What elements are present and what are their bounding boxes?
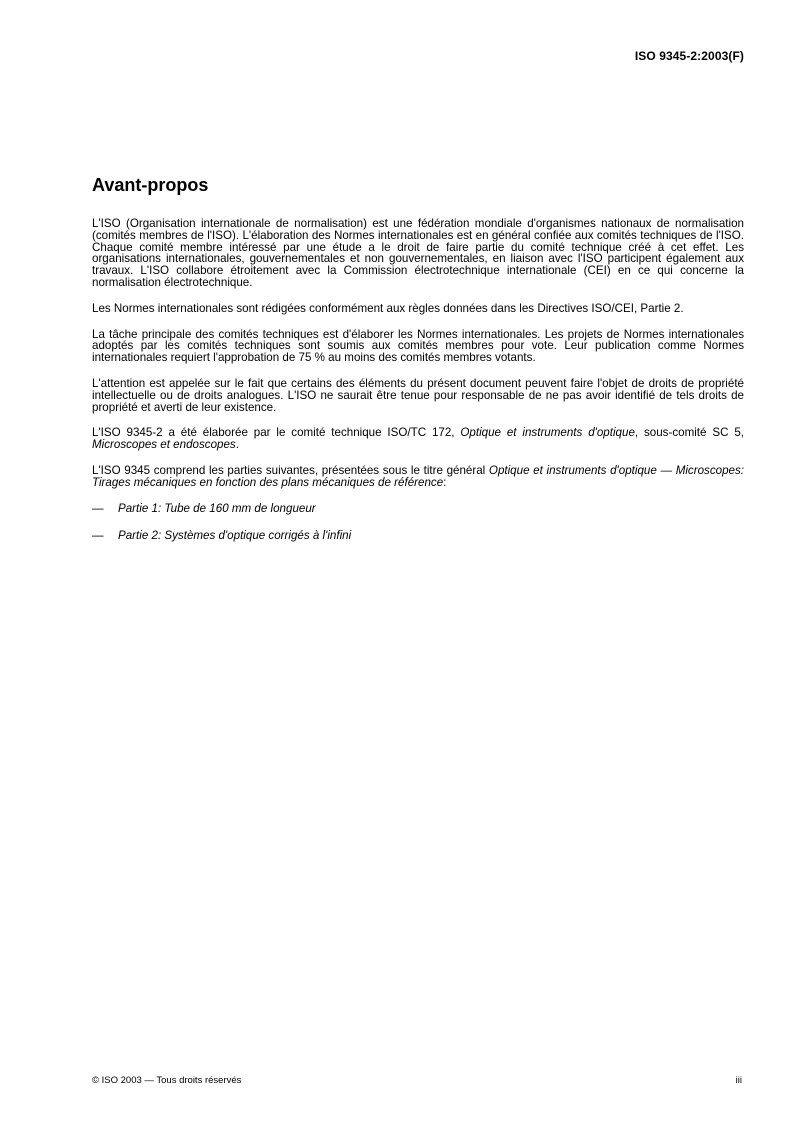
paragraph-patent-notice: L'attention est appelée sur le fait que certains des éléments du présent document peuvent faire l'objet de droits de propriété intellectuelle ou de droits analogues. L'ISO ne saurait être tenue pour responsable de ne pas avoir identifié de tels droits de propriété et averti de leur existence.	[92, 376, 744, 414]
foreword-section	[92, 174, 744, 558]
paragraph-directives: Les Normes internationales sont rédigées conformément aux règles données dans les Directives ISO/CEI, Partie 2.	[92, 301, 684, 315]
part-1-title: Partie 1: Tube de 160 mm de longueur	[118, 501, 316, 515]
list-item	[92, 503, 744, 515]
paragraph-prepared-by	[92, 427, 744, 451]
text-segment: L'ISO 9345-2 a été élaborée par le comité technique ISO/TC 172,	[92, 426, 461, 440]
general-title: Optique et instruments d'optique — Microscopes: Tirages mécaniques en fonction des plans mécaniques de référence	[92, 463, 744, 489]
part-2-title: Partie 2: Systèmes d'optique corrigés à l'infini	[118, 529, 352, 543]
committee-title: Optique et instruments d'optique	[460, 426, 635, 440]
document-reference: ISO 9345-2:2003(F)	[634, 49, 744, 63]
text-segment: :	[443, 475, 447, 489]
text-segment: .	[235, 438, 239, 452]
paragraph-iso-intro: L'ISO (Organisation internationale de normalisation) est une fédération mondiale d'organismes nationaux de normalisation (comités membres de l'ISO). L'élaboration des Normes internationales est en général confiée aux comités techniques de l'ISO. Chaque comité membre intéressé par une étude a le droit de faire partie du comité technique créé à cet effet. Les organisations internationales, gouvernementales et non gouvernementales, en liaison avec l'ISO participent également aux travaux. L'ISO collabore étroitement avec la Commission électrotechnique internationale (CEI) en ce qui concerne la normalisation électrotechnique.	[92, 217, 744, 289]
copyright-notice: © ISO 2003 — Tous droits réservés	[92, 1075, 242, 1086]
list-item	[92, 530, 744, 542]
list-dash: —	[92, 501, 104, 515]
text-segment: , sous-comité SC 5,	[634, 426, 744, 440]
subcommittee-title: Microscopes et endoscopes	[92, 438, 236, 452]
page-number: iii	[735, 1075, 742, 1086]
page-title: Avant-propos	[92, 175, 209, 195]
text-segment: L'ISO 9345 comprend les parties suivantes, présentées sous le titre général	[92, 463, 489, 477]
paragraph-parts-intro	[92, 465, 744, 489]
list-dash: —	[92, 529, 104, 543]
paragraph-committee-task: La tâche principale des comités techniques est d'élaborer les Normes internationales. Les projets de Normes internationales adoptés par les comités techniques sont soumis aux comités membres pour vote. Leur publication comme Normes internationales requiert l'approbation de 75 % au moins des comités membres votants.	[92, 327, 744, 365]
